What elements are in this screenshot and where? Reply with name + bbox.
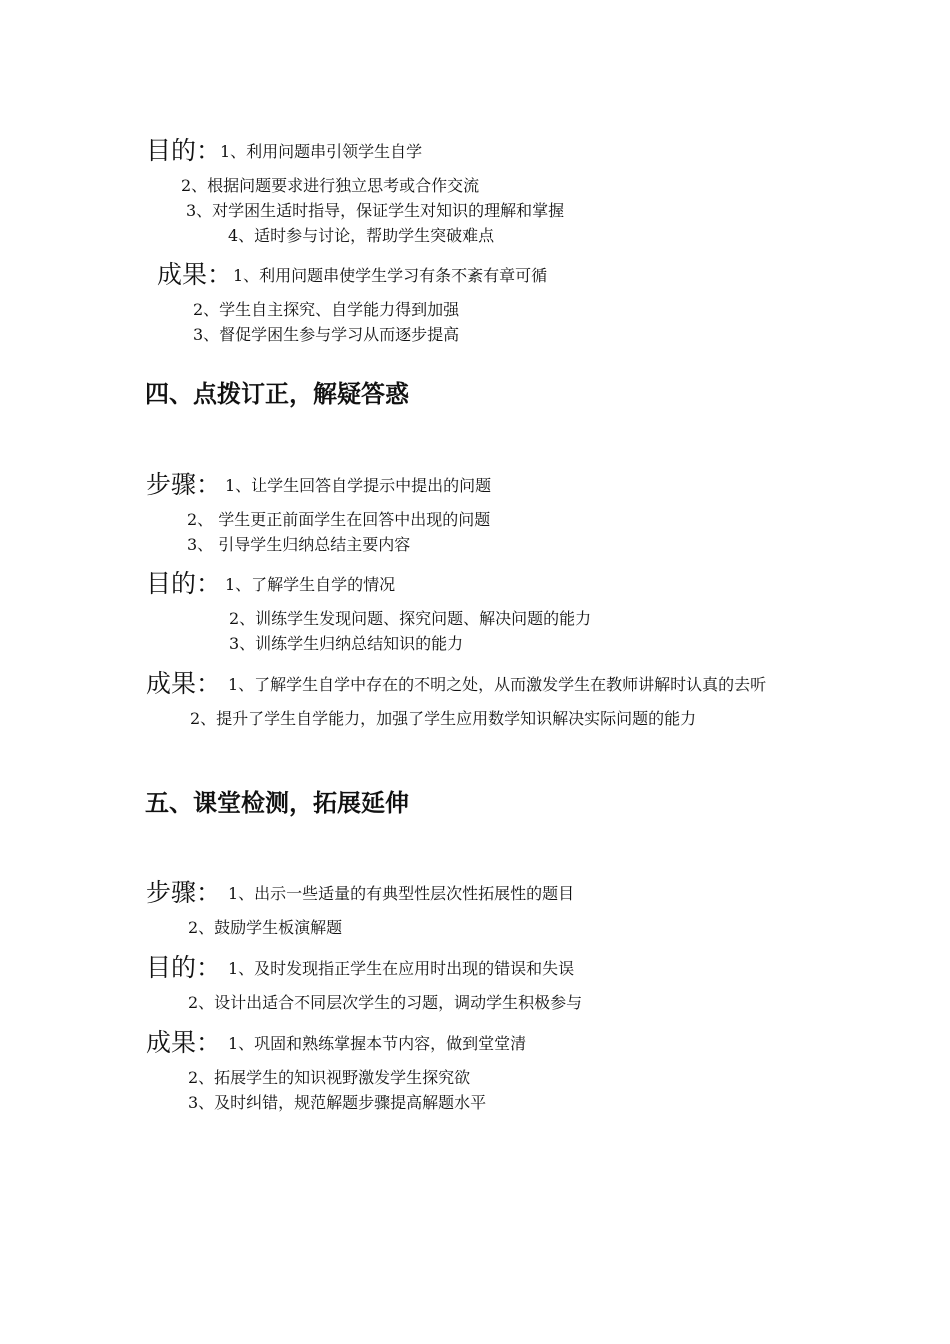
steps-label: 步骤： (146, 470, 222, 499)
purpose-item: 2、设计出适合不同层次学生的习题，调动学生积极参与 (188, 993, 583, 1012)
purpose-item: 4、适时参与讨论，帮助学生突破难点 (228, 226, 495, 245)
results-item: 3、及时纠错，规范解题步骤提高解题水平 (188, 1093, 487, 1112)
steps-item: 1、出示一些适量的有典型性层次性拓展性的题目 (228, 884, 575, 903)
steps-label: 步骤： (146, 878, 222, 907)
purpose-item: 3、对学困生适时指导，保证学生对知识的理解和掌握 (186, 201, 565, 220)
purpose-item: 1、了解学生自学的情况 (225, 575, 396, 594)
purpose-item: 1、利用问题串引领学生自学 (220, 142, 423, 161)
purpose-item: 3、训练学生归纳总结知识的能力 (229, 634, 464, 653)
results-item: 1、巩固和熟练掌握本节内容，做到堂堂清 (228, 1034, 527, 1053)
results-label: 成果： (146, 669, 222, 698)
purpose-item: 2、训练学生发现问题、探究问题、解决问题的能力 (229, 609, 592, 628)
steps-item: 2、鼓励学生板演解题 (188, 918, 343, 937)
results-item: 2、拓展学生的知识视野激发学生探究欲 (188, 1068, 471, 1087)
results-item: 3、督促学困生参与学习从而逐步提高 (193, 325, 460, 344)
section-heading: 五、课堂检测，拓展延伸 (145, 789, 409, 817)
results-label: 成果： (146, 1028, 222, 1057)
purpose-label: 目的： (146, 953, 222, 982)
results-item: 2、提升了学生自学能力，加强了学生应用数学知识解决实际问题的能力 (190, 709, 697, 728)
purpose-item: 1、及时发现指正学生在应用时出现的错误和失误 (228, 959, 575, 978)
section-heading: 四、点拨订正，解疑答惑 (145, 380, 409, 408)
steps-item: 2、 学生更正前面学生在回答中出现的问题 (187, 510, 491, 529)
results-item: 2、学生自主探究、自学能力得到加强 (193, 300, 460, 319)
results-item: 1、利用问题串使学生学习有条不紊有章可循 (233, 266, 548, 285)
purpose-label: 目的： (146, 569, 222, 598)
steps-item: 3、 引导学生归纳总结主要内容 (187, 535, 411, 554)
results-label: 成果： (157, 260, 233, 289)
steps-item: 1、让学生回答自学提示中提出的问题 (225, 476, 492, 495)
purpose-item: 2、根据问题要求进行独立思考或合作交流 (181, 176, 480, 195)
purpose-label: 目的： (146, 136, 222, 165)
results-item: 1、了解学生自学中存在的不明之处，从而激发学生在教师讲解时认真的去听 (228, 675, 767, 694)
